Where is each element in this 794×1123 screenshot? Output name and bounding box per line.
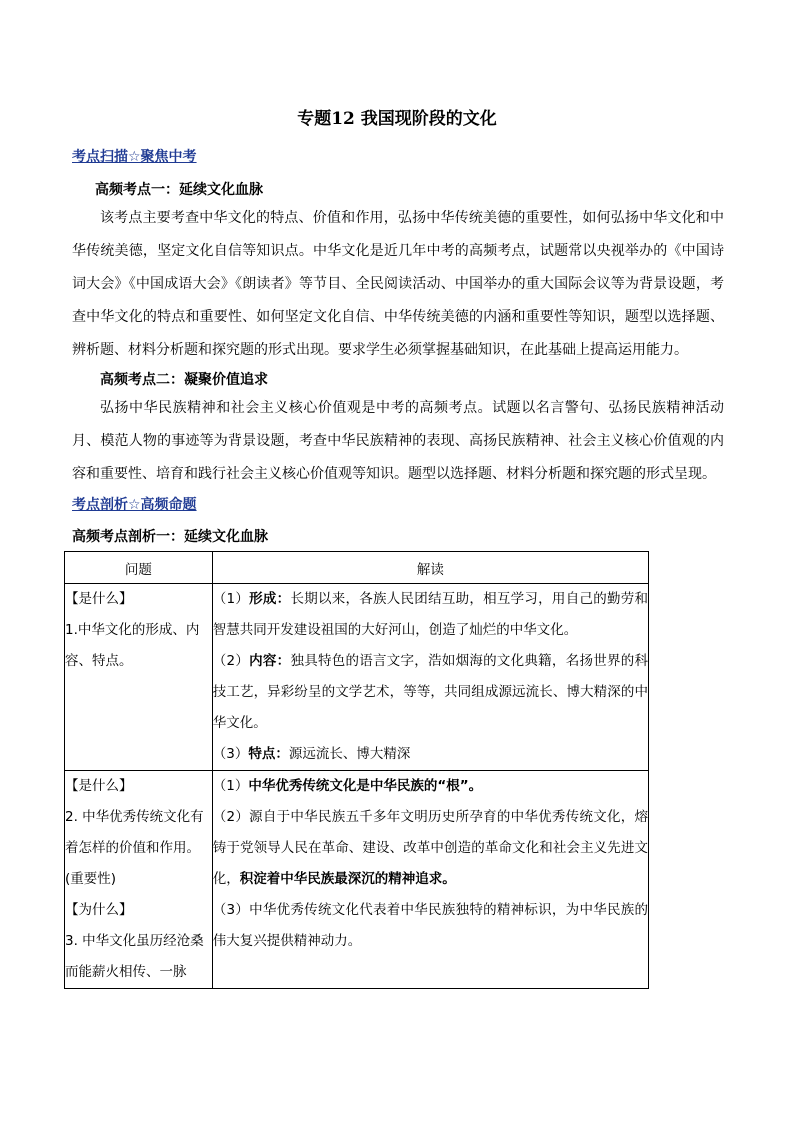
- column-header-question: 问题: [65, 552, 213, 584]
- answer-label: （2）: [212, 653, 250, 669]
- answer-text: 源远流长、博大精深: [288, 746, 411, 762]
- question-cell: [65, 771, 213, 989]
- answer-item: [213, 646, 648, 739]
- table-header-row: [65, 552, 649, 584]
- question-tag: 【是什么】: [65, 591, 133, 607]
- point1-heading: 高频考点一：延续文化血脉: [95, 182, 263, 198]
- analysis-table: [64, 551, 649, 989]
- question-tag: 【为什么】: [65, 902, 133, 918]
- answer-cell: [212, 584, 648, 771]
- column-header-answer: 解读: [212, 552, 648, 584]
- section-heading-scan: 考点扫描☆聚焦中考: [72, 149, 197, 165]
- answer-keyword: 中华优秀传统文化是中华民族的“根”。: [248, 778, 483, 794]
- answer-item: [213, 895, 648, 957]
- answer-keyword: 内容：: [249, 653, 291, 669]
- answer-cell: [212, 771, 648, 989]
- answer-keyword: 特点：: [248, 746, 289, 762]
- answer-keyword: 积淀着中华民族最深沉的精神追求。: [239, 871, 456, 887]
- answer-label: （3）: [212, 746, 249, 762]
- answer-text: 独具特色的语言文字，浩如烟海的文化典籍，名扬世界的科技工艺，异彩纷呈的文学艺术，等等，共同组成源远流长、博大精深的中华文化。: [212, 653, 649, 731]
- answer-text: （3）中华优秀传统文化代表着中华民族独特的精神标识，为中华民族的伟大复兴提供精神动力。: [212, 902, 648, 949]
- section-heading-analysis: 考点剖析☆高频命题: [72, 497, 197, 513]
- page-title: 专题12 我国现阶段的文化: [297, 109, 497, 129]
- question-text: 3. 中华文化虽历经沧桑而能薪火相传、一脉: [65, 933, 204, 980]
- question-tag: 【是什么】: [65, 778, 133, 794]
- answer-item: [213, 584, 648, 646]
- analysis-heading: 高频考点剖析一：延续文化血脉: [72, 529, 268, 545]
- table-row: [65, 771, 649, 989]
- answer-item: [213, 739, 648, 770]
- table-row: [65, 584, 649, 771]
- question-cell: [65, 584, 213, 771]
- answer-item: [213, 771, 648, 802]
- answer-item: [213, 802, 648, 895]
- answer-keyword: 形成：: [249, 591, 291, 607]
- question-text: 1.中华文化的形成、内容、特点。: [65, 622, 200, 669]
- point2-heading: 高频考点二：凝聚价值追求: [100, 372, 268, 388]
- answer-label: （1）: [212, 591, 250, 607]
- point2-paragraph: 弘扬中华民族精神和社会主义核心价值观是中考的高频考点。试题以名言警句、弘扬民族精神活动月、模范人物的事迹等为背景设题，考查中华民族精神的表现、高扬民族精神、社会主义核心价值观的内容和重要性、培育和践行社会主义核心价值观等知识。题型以选择题、材料分析题和探究题的形式呈现。: [72, 400, 724, 482]
- answer-text: 长期以来，各族人民团结互助，相互学习，用自己的勤劳和智慧共同开发建设祖国的大好河山，创造了灿烂的中华文化。: [212, 591, 649, 638]
- point1-paragraph: 该考点主要考查中华文化的特点、价值和作用，弘扬中华传统美德的重要性，如何弘扬中华文化和中华传统美德，坚定文化自信等知识点。中华文化是近几年中考的高频考点，试题常以央视举办的《中国诗词大会》《中国成语大会》《朗读者》等节目、全民阅读活动、中国举办的重大国际会议等为背景设题，考查中华文化的特点和重要性、如何坚定文化自信、中华传统美德的内涵和重要性等知识，题型以选择题、辨析题、材料分析题和探究题的形式出现。要求学生必须掌握基础知识，在此基础上提高运用能力。: [72, 210, 724, 358]
- question-text: 2. 中华优秀传统文化有着怎样的价值和作用。(重要性): [65, 809, 204, 887]
- answer-label: （1）: [212, 778, 249, 794]
- answer-text: （2）源自于中华民族五千多年文明历史所孕育的中华优秀传统文化，熔铸于党领导人民在革命、建设、改革中创造的革命文化和社会主义先进文化，: [212, 809, 648, 887]
